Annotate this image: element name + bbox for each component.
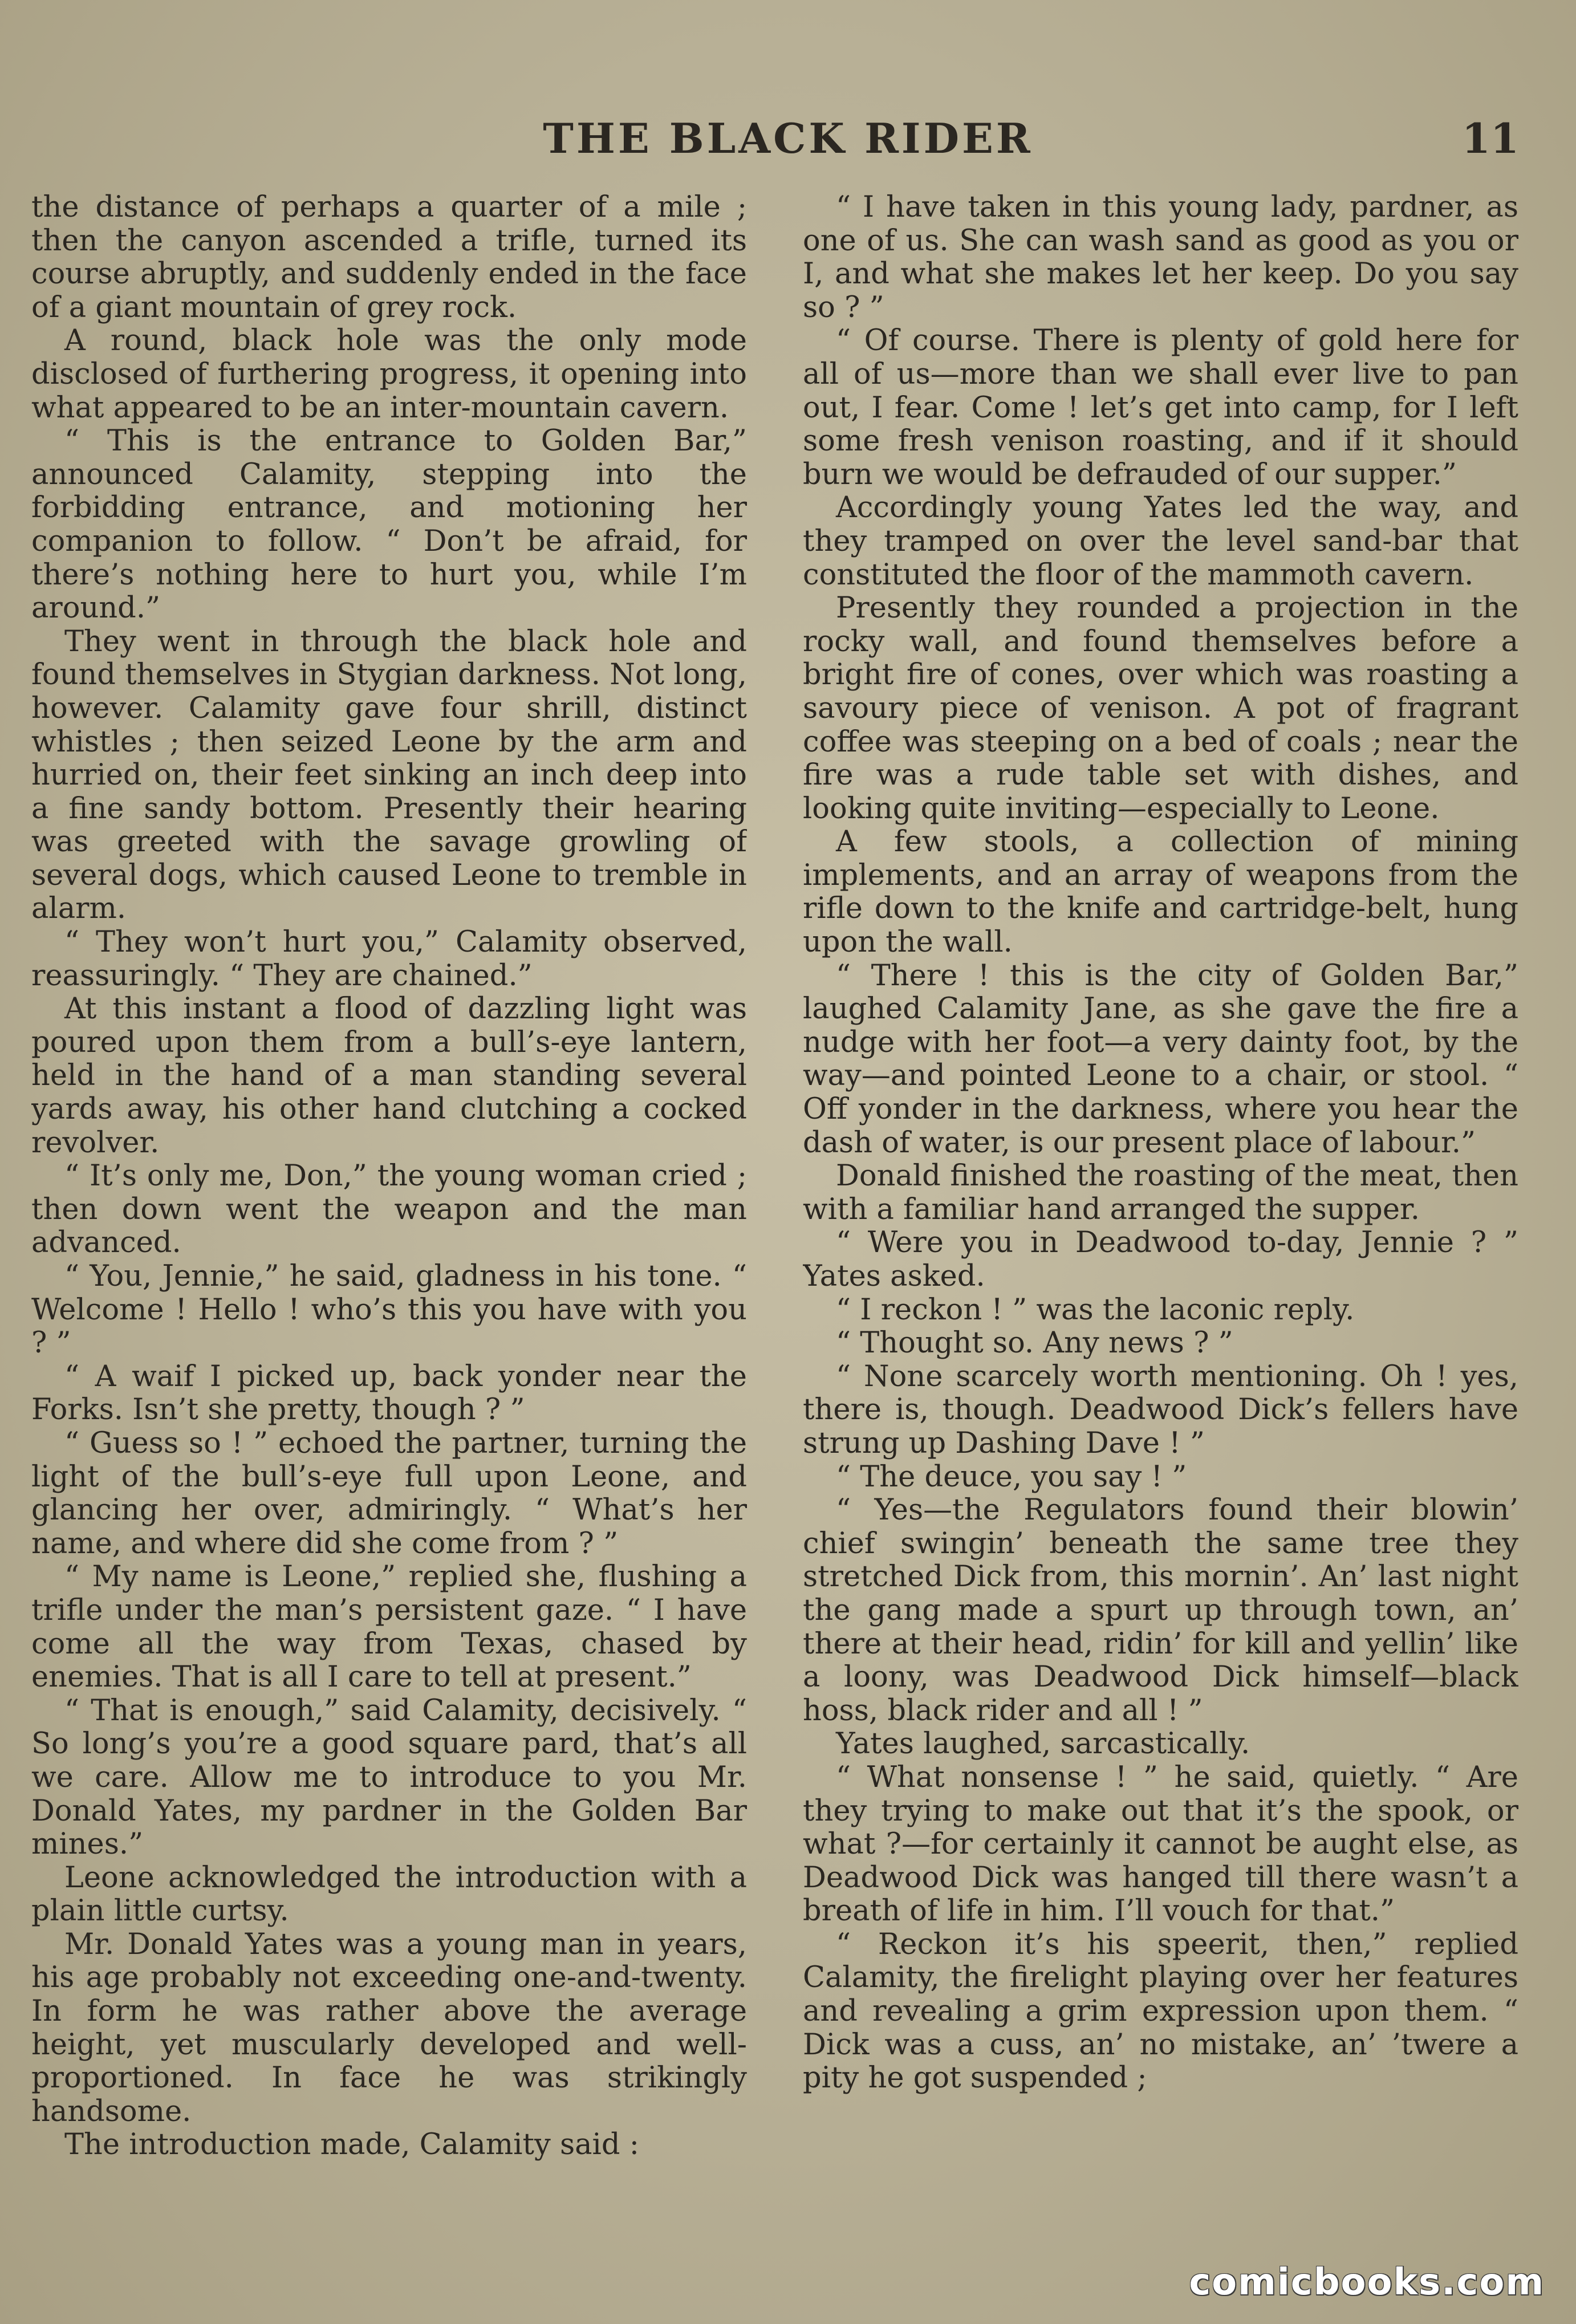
paragraph: “ This is the entrance to Golden Bar,” announced Calamity, stepping into the forbidding entrance, and motioning her companion to follow. “ Don’t be afraid, for there’s nothing here to hurt you, while I’m around.” [31,424,747,625]
paragraph: “ I reckon ! ” was the laconic reply. [836,1293,1355,1327]
paragraph: Presently they rounded a projection in the rocky wall, and found themselves before a bright fire of cones, over which was roasting a savoury piece of venison. A pot of fragrant coffee was steeping on a bed of coals ; near the fire was a rude table set with dishes, and looking quite inviting—especially to Leone. [803,591,1518,826]
paragraph: “ Of course. There is plenty of gold here for all of us—more than we shall ever live to pan out, I fear. Come ! let’s get into camp, for I left some fresh venison roasting, and if it should burn we would be defrauded of our supper.” [803,324,1518,491]
paragraph: “ I have taken in this young lady, pardner, as one of us. She can wash sand as good as you or I, and what she makes let her keep. Do you say so ? ” [803,191,1518,324]
paragraph: A few stools, a collection of mining implements, and an array of weapons from the rifle down to the knife and cartridge-belt, hung upon the wall. [803,825,1518,960]
paragraph: “ My name is Leone,” replied she, flushing a trifle under the man’s persistent gaze. “ I have come all the way from Texas, chased by enemies. That is all I care to tell at present.” [31,1560,747,1695]
page-number: 11 [1461,114,1519,162]
paragraph: Leone acknowledged the introduction with a plain little curtsy. [31,1860,747,1928]
paragraph: “ Thought so. Any news ? ” [836,1326,1233,1360]
paragraph: “ You, Jennie,” he said, gladness in his tone. “ Welcome ! Hello ! who’s this you have with you ? ” [31,1259,747,1360]
right-text-column [803,191,1518,2232]
paragraph: Yates laughed, sarcastically. [836,1727,1250,1761]
watermark: comicbooks.com [1189,2261,1545,2303]
paragraph: “ They won’t hurt you,” Calamity observed, reassuringly. “ They are chained.” [31,925,747,993]
paragraph: the distance of perhaps a quarter of a mile ; then the canyon ascended a trifle, turned its course abruptly, and suddenly ended in the face of a giant mountain of grey rock. [31,191,747,324]
paragraph: “ It’s only me, Don,” the young woman cried ; then down went the weapon and the man advanced. [31,1159,747,1260]
paragraph: “ Guess so ! ” echoed the partner, turning the light of the bull’s-eye full upon Leone, and glancing her over, admiringly. “ What’s her name, and where did she come from ? ” [31,1426,747,1561]
page-header [34,114,1542,165]
paragraph: At this instant a flood of dazzling light was poured upon them from a bull’s-eye lantern, held in the hand of a man standing several yards away, his other hand clutching a cocked revolver. [31,992,747,1160]
paragraph: “ None scarcely worth mentioning. Oh ! yes, there is, though. Deadwood Dick’s fellers have strung up Dashing Dave ! ” [803,1359,1518,1460]
paragraph: They went in through the black hole and found themselves in Stygian darkness. Not long, however. Calamity gave four shrill, distinct whistles ; then seized Leone by the arm and hurried on, their feet sinking an inch deep into a fine sandy bottom. Presently their hearing was greeted with the savage growling of several dogs, which caused Leone to tremble in alarm. [31,624,747,926]
paragraph: “ That is enough,” said Calamity, decisively. “ So long’s you’re a good square pard, that’s all we care. Allow me to introduce to you Mr. Donald Yates, my pardner in the Golden Bar mines.” [31,1693,747,1862]
paragraph: “ A waif I picked up, back yonder near the Forks. Isn’t she pretty, though ? ” [31,1359,747,1427]
paragraph: The introduction made, Calamity said : [64,2128,639,2162]
paragraph: Mr. Donald Yates was a young man in years, his age probably not exceeding one-and-twenty. In form he was rather above the average height, yet muscularly developed and well-proportioned. In face he was strikingly handsome. [31,1927,747,2128]
paragraph: Donald finished the roasting of the meat, then with a familiar hand arranged the supper. [803,1159,1518,1226]
paragraph: A round, black hole was the only mode disclosed of furthering progress, it opening into what appeared to be an inter-mountain cavern. [31,324,747,425]
paragraph: “ Yes—the Regulators found their blowin’ chief swingin’ beneath the same tree they stretched Dick from, this mornin’. An’ last night the gang made a spurt up through town, an’ there at their head, ridin’ for kill and yellin’ like a loony, was Deadwood Dick himself—black hoss, black rider and all ! ” [803,1493,1518,1728]
paragraph: “ The deuce, you say ! ” [836,1460,1187,1494]
paragraph: Accordingly young Yates led the way, and they tramped on over the level sand-bar that constituted the floor of the mammoth cavern. [803,491,1518,592]
paragraph: “ What nonsense ! ” he said, quietly. “ Are they trying to make out that it’s the spook, or what ?—for certainly it cannot be aught else, as Deadwood Dick was hanged till there wasn’t a breath of life in him. I’ll vouch for that.” [803,1760,1518,1928]
left-text-column [31,191,747,2232]
paragraph: “ Were you in Deadwood to-day, Jennie ? ” Yates asked. [803,1226,1518,1293]
running-title: THE BLACK RIDER [543,114,1033,162]
paragraph: “ Reckon it’s his speerit, then,” replied Calamity, the firelight playing over her features and revealing a grim expression upon them. “ Dick was a cuss, an’ no mistake, an’ ’twere a pity he got suspended ; [803,1927,1518,2095]
paragraph: “ There ! this is the city of Golden Bar,” laughed Calamity Jane, as she gave the fire a nudge with her foot—a very dainty foot, by the way—and pointed Leone to a chair, or stool. “ Off yonder in the darkness, where you hear the dash of water, is our present place of labour.” [803,958,1518,1160]
